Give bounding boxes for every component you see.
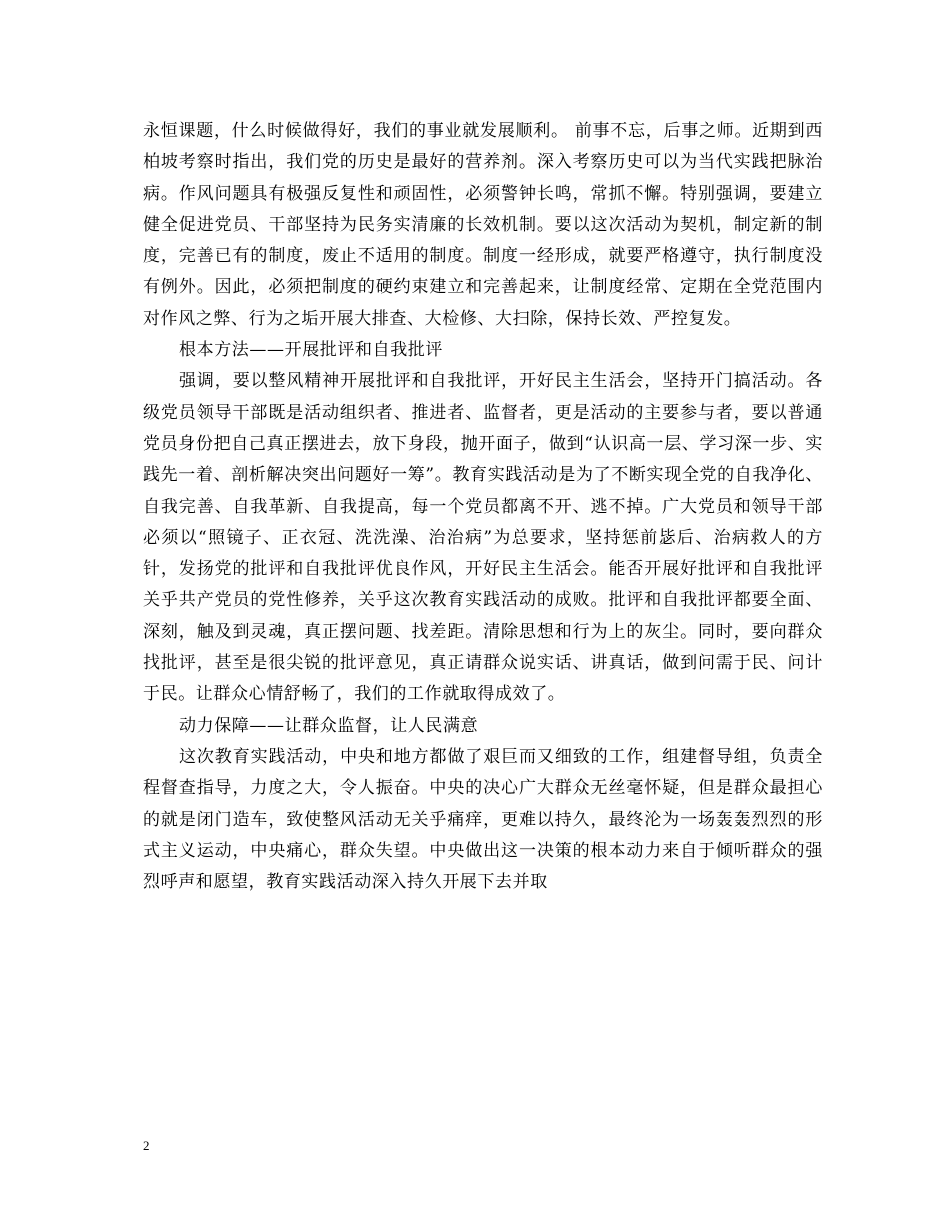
page-number: 2 — [143, 1138, 150, 1153]
paragraph-supervision: 这次教育实践活动，中央和地方都做了艰巨而又细致的工作，组建督导组，负责全程督查指导，力度之大，令人振奋。中央的决心广大群众无丝毫怀疑，但是群众最担心的就是闭门造车，致使整风活动无关乎痛痒，更难以持久，最终沦为一场轰轰烈烈的形式主义运动，中央痛心，群众失望。中央做出这一决策的根本动力来自于倾听群众的强烈呼声和愿望，教育实践活动深入持久开展下去并取 — [143, 746, 823, 893]
document-body — [143, 116, 823, 898]
section-heading-fundamental-method: 根本方法——开展批评和自我批评 — [179, 340, 443, 361]
section-heading-motivation-guarantee: 动力保障——让群众监督，让人民满意 — [179, 715, 479, 736]
paragraph-continuation: 永恒课题，什么时候做得好，我们的事业就发展顺利。 前事不忘，后事之师。近期到西柏坡考察时指出，我们党的历史是最好的营养剂。深入考察历史可以为当代实践把脉治病。作风问题具有极强反复性和顽固性，必须警钟长鸣，常抓不懈。特别强调，要建立健全促进党员、干部坚持为民务实清廉的长效机制。要以这次活动为契机，制定新的制度，完善已有的制度，废止不适用的制度。制度一经形成，就要严格遵守，执行制度没有例外。因此，必须把制度的硬约束建立和完善起来，让制度经常、定期在全党范围内对作风之弊、行为之垢开展大排查、大检修、大扫除，保持长效、严控复发。 — [143, 121, 823, 329]
paragraph-criticism: 强调，要以整风精神开展批评和自我批评，开好民主生活会，坚持开门搞活动。各级党员领导干部既是活动组织者、推进者、监督者，更是活动的主要参与者，要以普通党员身份把自己真正摆进去，放下身段，抛开面子，做到“认识高一层、学习深一步、实践先一着、剖析解决突出问题好一筹”。教育实践活动是为了不断实现全党的自我净化、自我完善、自我革新、自我提高，每一个党员都离不开、逃不掉。广大党员和领导干部必须以“照镜子、正衣冠、洗洗澡、治治病”为总要求，坚持惩前毖后、治病救人的方针，发扬党的批评和自我批评优良作风，开好民主生活会。能否开展好批评和自我批评关乎共产党员的党性修养，关乎这次教育实践活动的成败。批评和自我批评都要全面、深刻，触及到灵魂，真正摆问题、找差距。清除思想和行为上的灰尘。同时，要向群众找批评，甚至是很尖锐的批评意见，真正请群众说实话、讲真话，做到问需于民、问计于民。让群众心情舒畅了，我们的工作就取得成效了。 — [143, 371, 823, 705]
